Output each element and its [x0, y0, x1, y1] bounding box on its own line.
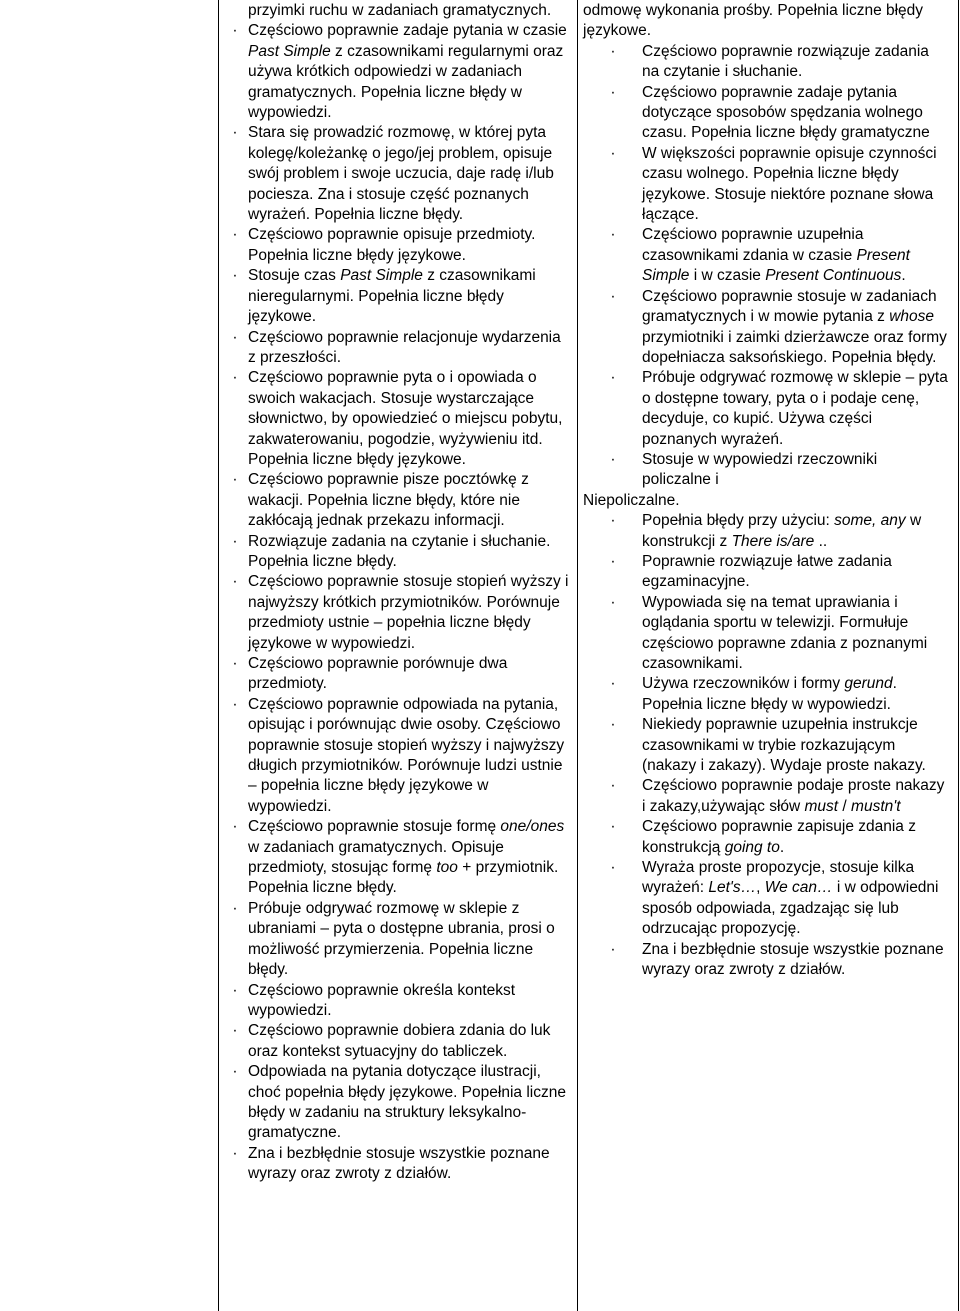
criteria-item	[578, 287, 958, 369]
criteria-item	[578, 42, 958, 83]
criteria-text: Próbuje odgrywać rozmowę w sklepie – pyta o dostępne towary, pyta o i podaje cenę, decyduje, co kupić. Używa części poznanych wyrażeń.	[642, 369, 948, 448]
criteria-item	[219, 21, 577, 123]
criteria-text: Niepoliczalne.	[583, 491, 680, 509]
left-criteria-list	[219, 1, 577, 1185]
criteria-item	[578, 593, 958, 675]
bullet-icon: ·	[610, 42, 616, 60]
criteria-text: Popełnia błędy przy użyciu: some, any w konstrukcji z There is/are ..	[642, 512, 922, 550]
criteria-text: Częściowo poprawnie porównuje dwa przedmioty.	[248, 655, 508, 693]
criteria-text: Częściowo poprawnie stosuje formę one/ones w zadaniach gramatycznych. Opisuje przedmioty, stosując formę too + przymiotnik. Popełnia liczne błędy.	[248, 818, 565, 897]
bullet-icon: ·	[232, 981, 238, 999]
bullet-icon: ·	[232, 1144, 238, 1162]
bullet-icon: ·	[610, 83, 616, 101]
criteria-item	[219, 1144, 577, 1185]
criteria-item	[219, 1062, 577, 1144]
criteria-item	[578, 450, 958, 491]
criteria-text: W większości poprawnie opisuje czynności czasu wolnego. Popełnia liczne błędy językowe. Stosuje niektóre poznane słowa łączące.	[642, 144, 937, 224]
criteria-item	[578, 491, 958, 511]
criteria-text: Stosuje czas Past Simple z czasownikami nieregularnymi. Popełnia liczne błędy językowe.	[248, 267, 536, 326]
criteria-text: Częściowo poprawnie zadaje pytania dotyczące sposobów spędzania wolnego czasu. Popełnia liczne błędy gramatyczne	[642, 83, 930, 142]
bullet-icon: ·	[232, 695, 238, 713]
criteria-text: Wypowiada się na temat uprawiania i oglądania sportu w telewizji. Formułuje częściowo poprawne zdania z poznanymi czasownikami.	[642, 593, 928, 672]
left-column	[218, 0, 577, 1311]
criteria-text: Częściowo poprawnie relacjonuje wydarzenia z przeszłości.	[248, 328, 561, 366]
criteria-item	[578, 144, 958, 226]
criteria-text: Używa rzeczowników i formy gerund. Popełnia liczne błędy w wypowiedzi.	[642, 675, 897, 713]
criteria-item	[578, 225, 958, 286]
criteria-text: Częściowo poprawnie opisuje przedmioty. Popełnia liczne błędy językowe.	[248, 226, 536, 264]
bullet-icon: ·	[232, 899, 238, 917]
criteria-text: Częściowo poprawnie pisze pocztówkę z wakacji. Popełnia liczne błędy, które nie zakłócają jednak przekazu informacji.	[248, 471, 529, 530]
bullet-icon: ·	[232, 655, 238, 672]
bullet-icon: ·	[610, 287, 616, 305]
criteria-text: Rozwiązuje zadania na czytanie i słuchanie. Popełnia liczne błędy.	[248, 532, 551, 570]
criteria-text: Częściowo poprawnie stosuje w zadaniach gramatycznych i w mowie pytania z whose przymiotniki i zaimki dzierżawcze oraz formy dopełniacza saksońskiego. Popełnia błędy.	[642, 287, 947, 366]
criteria-item	[219, 654, 577, 695]
criteria-item	[578, 858, 958, 940]
criteria-text: Próbuje odgrywać rozmowę w sklepie z ubraniami – pyta o dostępne ubrania, prosi o możliwość przymierzenia. Popełnia liczne błędy.	[248, 899, 555, 979]
criteria-item	[219, 225, 577, 266]
criteria-text: Stara się prowadzić rozmowę, w której pyta kolegę/koleżankę o jego/jej problem, opisuje swój problem i swoje uczucia, daje radę i/lub pociesza. Zna i stosuje część poznanych wyrażeń. Popełnia liczne błędy.	[248, 124, 554, 224]
bullet-icon: ·	[610, 716, 616, 734]
criteria-item	[219, 572, 577, 654]
bullet-icon: ·	[232, 1063, 238, 1081]
criteria-text: Częściowo poprawnie zadaje pytania w czasie Past Simple z czasownikami regularnymi oraz używa krótkich odpowiedzi w zadaniach gramatycznych. Popełnia liczne błędy w wypowiedzi.	[248, 22, 567, 122]
criteria-item	[578, 1, 958, 42]
criteria-item	[578, 817, 958, 858]
bullet-icon: ·	[610, 777, 616, 795]
criteria-text: Wyraża proste propozycje, stosuje kilka wyrażeń: Let's…, We can… i w odpowiedni sposób odpowiada, zgadzając się lub odrzucając propozycję.	[642, 859, 939, 938]
bullet-icon: ·	[232, 226, 238, 244]
criteria-item	[578, 776, 958, 817]
bullet-icon: ·	[610, 226, 616, 244]
criteria-item	[219, 817, 577, 899]
criteria-item	[578, 552, 958, 593]
criteria-text: Częściowo poprawnie stosuje stopień wyższy i najwyższy krótkich przymiotników. Porównuje przedmioty ustnie – popełnia liczne błędy językowe w wypowiedzi.	[248, 573, 569, 652]
criteria-text: Częściowo poprawnie określa kontekst wypowiedzi.	[248, 981, 516, 1019]
criteria-text: Częściowo poprawnie zapisuje zdania z konstrukcją going to.	[642, 818, 916, 856]
criteria-text: Zna i bezbłędnie stosuje wszystkie poznane wyrazy oraz zwroty z działów.	[248, 1144, 550, 1183]
criteria-text: Częściowo poprawnie pyta o i opowiada o swoich wakacjach. Stosuje wystarczające słownictwo, by opowiedzieć o miejscu pobytu, zakwaterowaniu, pogodzie, wyżywieniu itd. Popełnia liczne błędy językowe.	[248, 369, 563, 468]
bullet-icon: ·	[610, 675, 616, 693]
criteria-item	[219, 1021, 577, 1062]
criteria-item	[578, 715, 958, 776]
bullet-icon: ·	[610, 940, 616, 958]
criteria-text: odmowę wykonania prośby. Popełnia liczne błędy językowe.	[583, 2, 924, 40]
bullet-icon: ·	[232, 471, 238, 489]
criteria-item	[578, 940, 958, 981]
criteria-text: Niekiedy poprawnie uzupełnia instrukcje czasownikami w trybie rozkazującym (nakazy i zakazy). Wydaje proste nakazy.	[642, 716, 926, 775]
criteria-text: Częściowo poprawnie odpowiada na pytania, opisując i porównując dwie osoby. Częściowo poprawnie stosuje stopień wyższy i najwyższy długich przymiotników. Porównuje ludzi ustnie – popełnia liczne błędy językowe w wypowiedzi.	[248, 695, 565, 815]
bullet-icon: ·	[610, 593, 616, 611]
criteria-item	[219, 532, 577, 573]
bullet-icon: ·	[232, 328, 238, 346]
bullet-icon: ·	[232, 1022, 238, 1040]
bullet-icon: ·	[610, 552, 616, 570]
criteria-text: przyimki ruchu w zadaniach gramatycznych.	[248, 2, 552, 19]
criteria-text: Zna i bezbłędnie stosuje wszystkie poznane wyrazy oraz zwroty z działów.	[642, 940, 944, 979]
criteria-text: Częściowo poprawnie rozwiązuje zadania na czytanie i słuchanie.	[642, 42, 929, 81]
criteria-item	[578, 674, 958, 715]
bullet-icon: ·	[610, 859, 616, 877]
bullet-icon: ·	[232, 369, 238, 387]
criteria-item	[219, 981, 577, 1022]
criteria-item	[219, 1, 577, 21]
criteria-item	[219, 266, 577, 327]
criteria-text: Poprawnie rozwiązuje łatwe zadania egzaminacyjne.	[642, 552, 892, 591]
criteria-item	[219, 123, 577, 225]
bullet-icon: ·	[232, 124, 238, 142]
bullet-icon: ·	[610, 818, 616, 836]
bullet-icon: ·	[610, 144, 616, 162]
criteria-item	[578, 368, 958, 450]
criteria-item	[578, 83, 958, 144]
bullet-icon: ·	[610, 512, 616, 530]
criteria-text: Stosuje w wypowiedzi rzeczowniki policzalne i	[642, 450, 878, 489]
criteria-item	[219, 899, 577, 981]
bullet-icon: ·	[232, 22, 238, 40]
criteria-text: Częściowo poprawnie uzupełnia czasownikami zdania w czasie Present Simple i w czasie Present Continuous.	[642, 226, 910, 285]
right-criteria-list	[578, 1, 958, 981]
criteria-item	[219, 695, 577, 817]
bullet-icon: ·	[232, 267, 238, 285]
bullet-icon: ·	[232, 818, 238, 836]
criteria-item	[219, 368, 577, 470]
criteria-text: Częściowo poprawnie dobiera zdania do luk oraz kontekst sytuacyjny do tabliczek.	[248, 1022, 551, 1060]
bullet-icon: ·	[232, 532, 238, 550]
bullet-icon: ·	[610, 369, 616, 387]
bullet-icon: ·	[610, 450, 616, 468]
criteria-text: Odpowiada na pytania dotyczące ilustracji, choć popełnia błędy językowe. Popełnia liczne błędy w zadaniu na struktury leksykalno-gramatyczne.	[248, 1063, 566, 1142]
bullet-icon: ·	[232, 573, 238, 591]
right-column	[577, 0, 959, 1311]
criteria-text: Częściowo poprawnie podaje proste nakazy i zakazy,używając słów must / mustn't	[642, 777, 945, 815]
criteria-item	[578, 511, 958, 552]
criteria-item	[219, 328, 577, 369]
criteria-item	[219, 470, 577, 531]
